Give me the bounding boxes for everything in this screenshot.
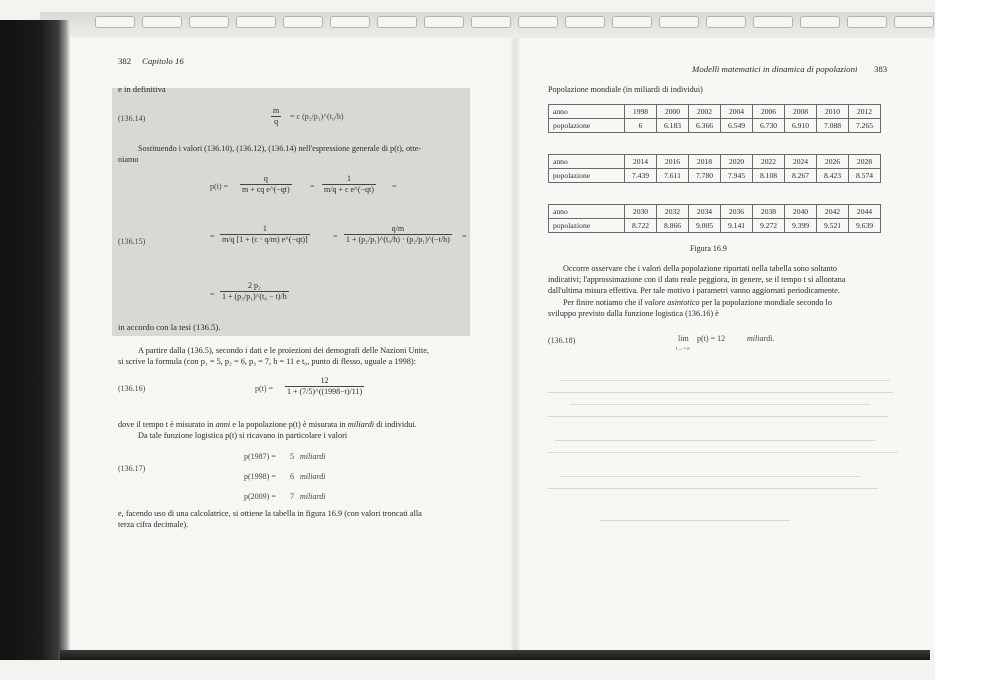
para1-line-1: A partire dalla (136.5), secondo i dati e le proiezioni dei demografi delle Nazioni Unite, bbox=[138, 346, 429, 355]
bleed-through-line bbox=[560, 380, 890, 381]
year-cell: 2024 bbox=[785, 155, 817, 169]
population-cell: 9.521 bbox=[817, 219, 849, 233]
eq-136-18-label: (136.18) bbox=[548, 336, 576, 345]
para2-line-2: Da tale funzione logistica p(t) si ricavano in particolare i valori bbox=[138, 431, 348, 440]
population-table bbox=[548, 104, 881, 133]
year-cell: 2016 bbox=[657, 155, 689, 169]
year-cell: 2010 bbox=[817, 105, 849, 119]
year-cell: 2030 bbox=[625, 205, 657, 219]
year-cell: 2002 bbox=[689, 105, 721, 119]
population-cell: 6.730 bbox=[753, 119, 785, 133]
year-cell: 1998 bbox=[625, 105, 657, 119]
population-cell: 8.423 bbox=[817, 169, 849, 183]
table-row bbox=[549, 169, 881, 183]
para1-line-2: si scrive la formula (con p₁ = 5, p₂ = 6, p₃ = 7, h = 11 e t₀, punto di flesso, uguale a 1998): bbox=[118, 357, 416, 366]
bleed-through-line bbox=[548, 488, 878, 489]
eq-136-16-label: (136.16) bbox=[118, 384, 146, 393]
binding-tab bbox=[142, 16, 182, 28]
year-cell: 2028 bbox=[849, 155, 881, 169]
year-cell: 2012 bbox=[849, 105, 881, 119]
binding-tab bbox=[894, 16, 934, 28]
eq-136-15-label: (136.15) bbox=[118, 237, 146, 246]
right-para2-line-1: Per finire notiamo che il valore asintotico per la popolazione mondiale secondo lo bbox=[563, 298, 832, 307]
para3-line-2: terza cifra decimale). bbox=[118, 520, 189, 529]
scan-bottom-edge bbox=[60, 650, 930, 660]
year-cell: 2034 bbox=[689, 205, 721, 219]
population-cell: 7.265 bbox=[849, 119, 881, 133]
right-para-line: indicativi; l'approssimazione con il dato reale peggiora, in genere, se il tempo t si allontana bbox=[548, 275, 846, 284]
conclusion-line: in accordo con la tesi (136.5). bbox=[118, 322, 221, 332]
population-cell: 8.722 bbox=[625, 219, 657, 233]
population-cell: 9.272 bbox=[753, 219, 785, 233]
book-spine-shadow bbox=[0, 20, 70, 660]
scan-right-margin bbox=[935, 0, 1000, 680]
population-cell: 9.005 bbox=[689, 219, 721, 233]
row-label-year: anno bbox=[549, 155, 625, 169]
population-cell: 6.366 bbox=[689, 119, 721, 133]
population-cell: 6.549 bbox=[721, 119, 753, 133]
eq-136-17-unit: miliardi bbox=[300, 452, 326, 461]
eq-136-17-value: 6 bbox=[290, 472, 294, 481]
right-para-line: dall'ultima misura effettiva. Per tale motivo i parametri vanno aggiornati periodicamente. bbox=[548, 286, 840, 295]
left-chapter-title: Capitolo 16 bbox=[142, 56, 184, 66]
binding-tab bbox=[471, 16, 511, 28]
table-row bbox=[549, 105, 881, 119]
binding-tab bbox=[847, 16, 887, 28]
year-cell: 2026 bbox=[817, 155, 849, 169]
binding-tab bbox=[377, 16, 417, 28]
eq-136-16-lhs: p(t) = bbox=[255, 384, 274, 393]
year-cell: 2020 bbox=[721, 155, 753, 169]
binding-tab bbox=[800, 16, 840, 28]
eq-136-18-expr: p(t) = 12 bbox=[697, 334, 726, 343]
eq-136-15-lhs: p(t) = bbox=[210, 182, 229, 191]
eq-136-15-frac-c: $\frac{1}{m/q [1 + (c \cdot q/m) e\^{}(-qt)]}$ bbox=[222, 224, 308, 244]
eq-136-17-unit: miliardi bbox=[300, 492, 326, 501]
year-cell: 2036 bbox=[721, 205, 753, 219]
eq-136-16-frac: $\frac{12}{1 + (7/5)\^{}((1998-t)/11)}$ bbox=[287, 376, 363, 396]
left-page-number: 382 bbox=[118, 56, 132, 66]
eq-136-17-lhs: p(2009) = bbox=[244, 492, 276, 501]
population-cell: 7.780 bbox=[689, 169, 721, 183]
year-cell: 2042 bbox=[817, 205, 849, 219]
eq-136-18-limit-sub: t→+∞ bbox=[676, 346, 691, 352]
year-cell: 2004 bbox=[721, 105, 753, 119]
substitution-line-1: Sostituendo i valori (136.10), (136.12), (136.14) nell'espressione generale di p(t), otte- bbox=[138, 144, 421, 153]
year-cell: 2032 bbox=[657, 205, 689, 219]
eq-136-14-label: (136.14) bbox=[118, 114, 146, 123]
binding-tab bbox=[424, 16, 464, 28]
year-cell: 2018 bbox=[689, 155, 721, 169]
year-cell: 2000 bbox=[657, 105, 689, 119]
population-cell: 8.267 bbox=[785, 169, 817, 183]
table-row bbox=[549, 155, 881, 169]
eq-136-17-value: 7 bbox=[290, 492, 294, 501]
population-cell: 6.910 bbox=[785, 119, 817, 133]
binding-tab bbox=[753, 16, 793, 28]
eq-136-15-frac-b: $\frac{1}{\text{m/q + c e\textasciicircum{}(−qt)}}$ bbox=[324, 174, 374, 194]
intro-line: e in definitiva bbox=[118, 84, 166, 94]
eq-136-17-value: 5 bbox=[290, 452, 294, 461]
row-label-population: popolazione bbox=[549, 219, 625, 233]
eq-136-15-frac-e: $\frac{\text{2 p₂}}{\text{1 + (p₃/p₁)\textasciicircum{}(t₀ − t)/h}}$ bbox=[222, 281, 287, 301]
row-label-population: popolazione bbox=[549, 169, 625, 183]
eq-136-17-unit: miliardi bbox=[300, 472, 326, 481]
table-row bbox=[549, 119, 881, 133]
population-cell: 8.108 bbox=[753, 169, 785, 183]
year-cell: 2022 bbox=[753, 155, 785, 169]
row-label-year: anno bbox=[549, 205, 625, 219]
year-cell: 2006 bbox=[753, 105, 785, 119]
binding-tab bbox=[565, 16, 605, 28]
eq-136-14-lhs: $\frac{m}{q}$ bbox=[273, 106, 280, 126]
eq-136-15-frac-d: $\frac{q/m}{\text{1 + (p₂/p₁)\textasciicircum{}(t₀/h) · (p₂/p₁)\textasciicircum{}(−t/h)}}$ bbox=[346, 224, 450, 244]
bleed-through-line bbox=[548, 392, 893, 393]
right-page-number: 383 bbox=[874, 64, 888, 74]
para3-line-1: e, facendo uso di una calcolatrice, si ottiene la tabella in figura 16.9 (con valori troncati alla bbox=[118, 509, 422, 518]
binding-tab bbox=[518, 16, 558, 28]
population-cell: 7.439 bbox=[625, 169, 657, 183]
binding-tab bbox=[189, 16, 229, 28]
population-cell: 7.088 bbox=[817, 119, 849, 133]
right-para2-line-2: sviluppo previsto dalla funzione logistica (136.16) è bbox=[548, 309, 719, 318]
population-cell: 9.399 bbox=[785, 219, 817, 233]
binding-tab bbox=[659, 16, 699, 28]
eq-136-18-unit: miliardi. bbox=[747, 334, 775, 343]
year-cell: 2040 bbox=[785, 205, 817, 219]
population-cell: 9.639 bbox=[849, 219, 881, 233]
eq-136-17-lhs: p(1998) = bbox=[244, 472, 276, 481]
bleed-through-line bbox=[548, 416, 888, 417]
binding-tab bbox=[612, 16, 652, 28]
right-chapter-title: Modelli matematici in dinamica di popolazioni bbox=[692, 64, 858, 74]
population-cell: 6.183 bbox=[657, 119, 689, 133]
bleed-through-line bbox=[555, 440, 875, 441]
table-row bbox=[549, 205, 881, 219]
binding-tab bbox=[283, 16, 323, 28]
highlighted-block bbox=[112, 88, 470, 336]
year-cell: 2044 bbox=[849, 205, 881, 219]
eq-136-15-frac-a: $\frac{q}{\text{m + cq e\textasciicircum{}(−qt)}}$ bbox=[242, 174, 290, 194]
year-cell: 2014 bbox=[625, 155, 657, 169]
population-cell: 6 bbox=[625, 119, 657, 133]
population-cell: 7.945 bbox=[721, 169, 753, 183]
binding-tab bbox=[706, 16, 746, 28]
population-cell: 7.611 bbox=[657, 169, 689, 183]
population-cell: 9.141 bbox=[721, 219, 753, 233]
para2-line-1: dove il tempo t è misurato in anni e la popolazione p(t) è misurata in miliardi di individui. bbox=[118, 420, 417, 429]
bleed-through-line bbox=[548, 452, 898, 453]
table-row bbox=[549, 219, 881, 233]
population-cell: 8.574 bbox=[849, 169, 881, 183]
binding-tab bbox=[236, 16, 276, 28]
figure-caption: Figura 16.9 bbox=[690, 244, 727, 253]
right-para-line: Occorre osservare che i valori della popolazione riportati nella tabella sono soltanto bbox=[563, 264, 837, 273]
population-cell: 8.866 bbox=[657, 219, 689, 233]
population-table bbox=[548, 204, 881, 233]
binding-tab bbox=[95, 16, 135, 28]
bleed-through-line bbox=[560, 476, 860, 477]
row-label-population: popolazione bbox=[549, 119, 625, 133]
eq-136-17-label: (136.17) bbox=[118, 464, 146, 473]
eq-136-14-rhs: = c (p₂/p₁)^(t₀/h) bbox=[290, 112, 344, 121]
substitution-line-2: niamo bbox=[118, 155, 139, 164]
year-cell: 2038 bbox=[753, 205, 785, 219]
bleed-through-line bbox=[600, 520, 790, 521]
table-caption: Popolazione mondiale (in miliardi di individui) bbox=[548, 85, 703, 94]
year-cell: 2008 bbox=[785, 105, 817, 119]
population-table bbox=[548, 154, 881, 183]
page-gutter bbox=[510, 38, 520, 650]
bleed-through-line bbox=[570, 404, 870, 405]
binding-tab bbox=[330, 16, 370, 28]
eq-136-17-lhs: p(1987) = bbox=[244, 452, 276, 461]
row-label-year: anno bbox=[549, 105, 625, 119]
eq-136-18-lim: lim bbox=[678, 334, 689, 343]
